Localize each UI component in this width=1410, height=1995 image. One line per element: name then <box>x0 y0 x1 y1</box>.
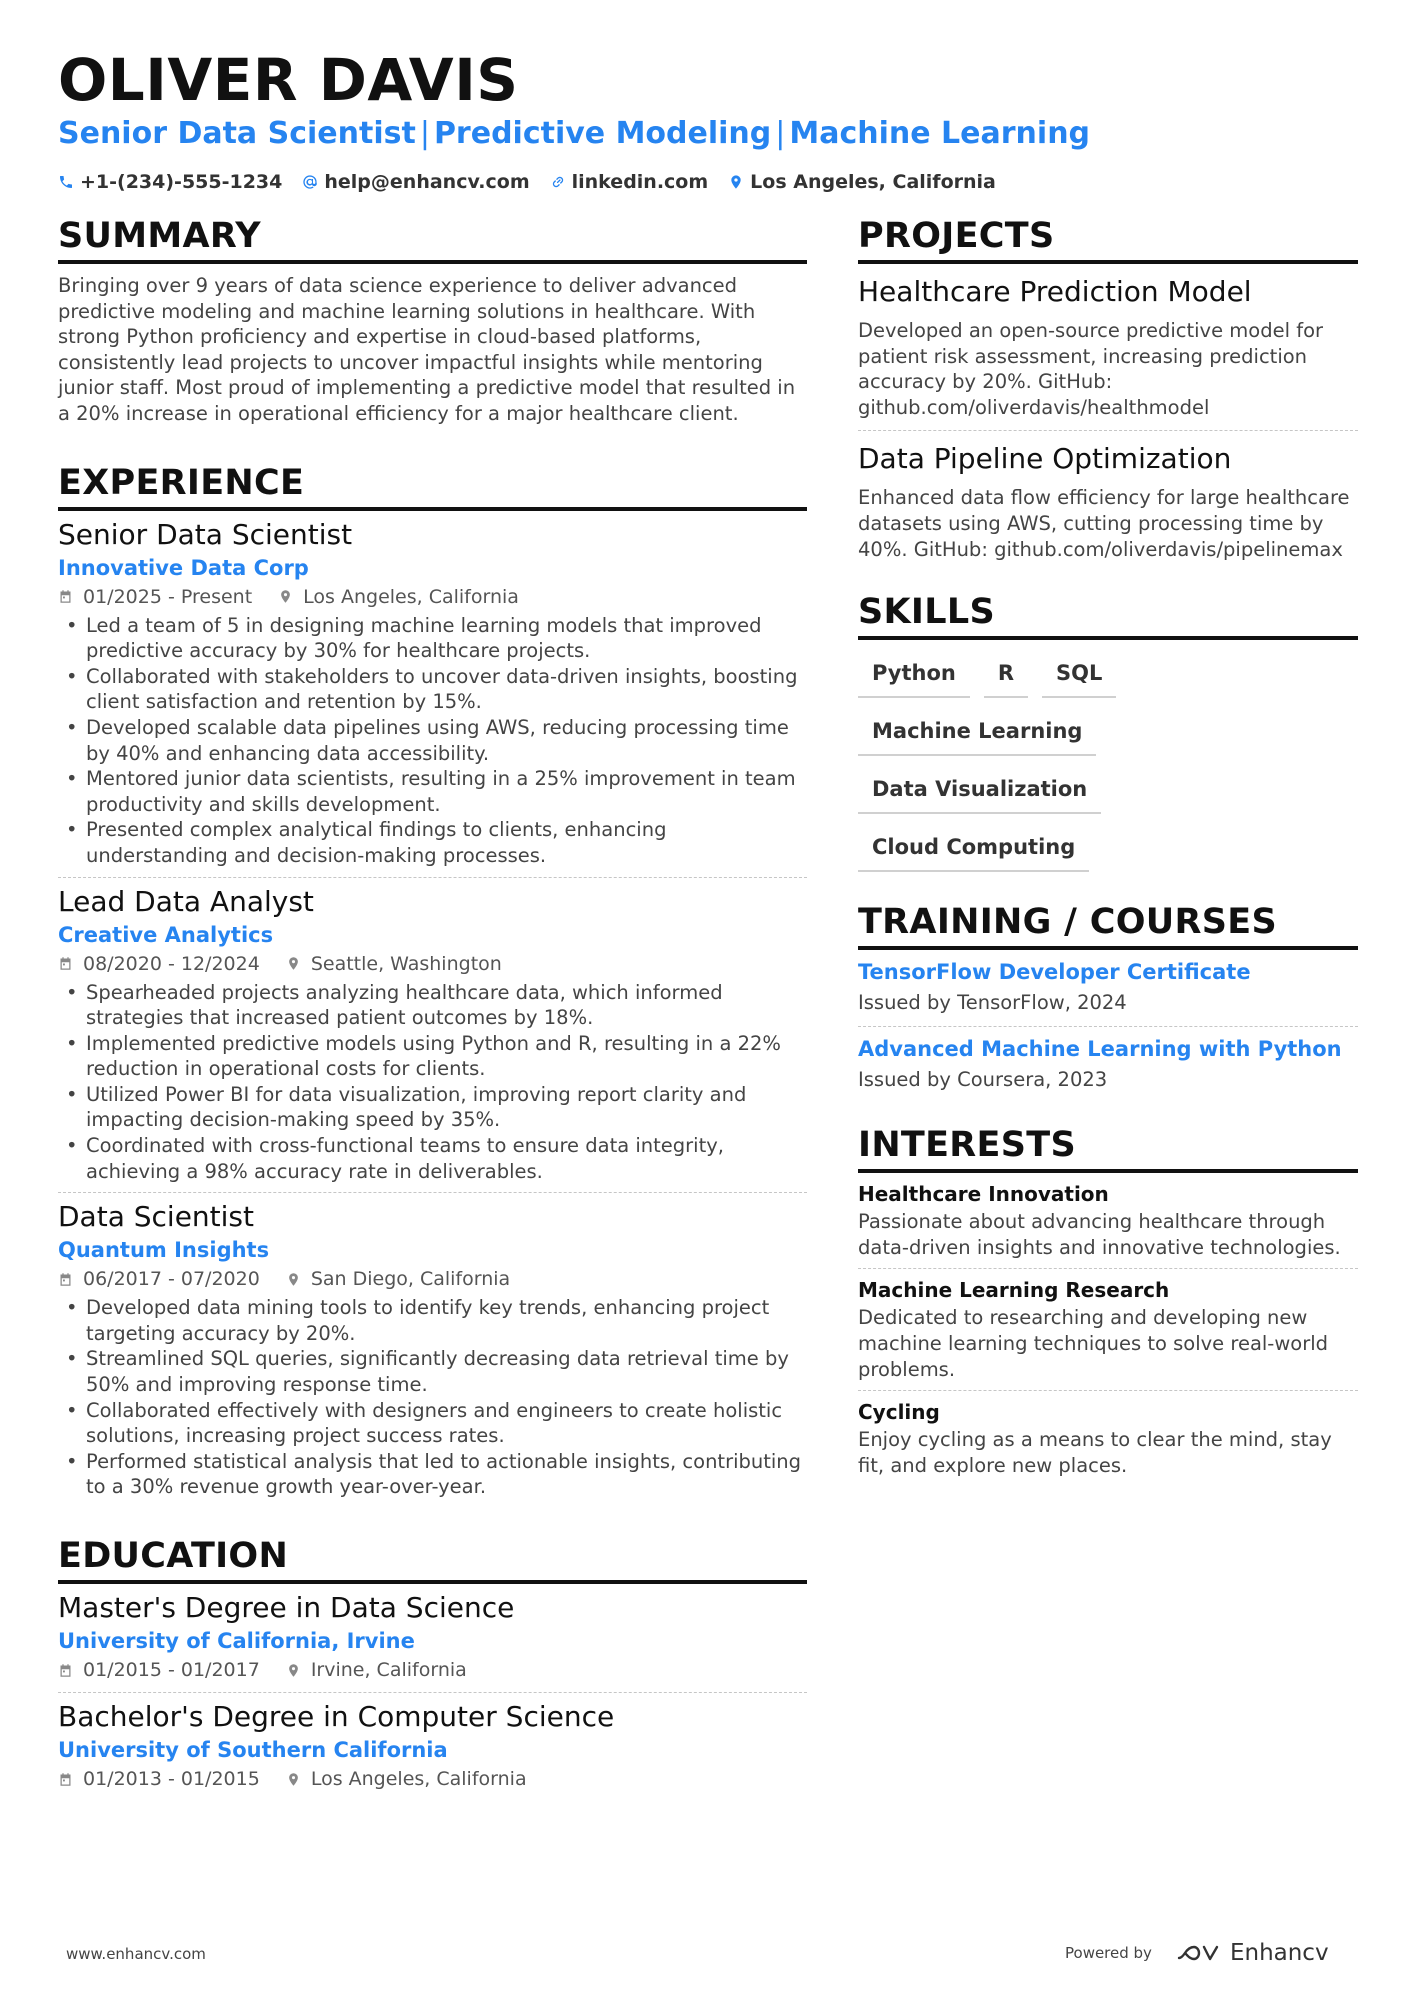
education-entry <box>58 1693 807 1801</box>
skill-tag: Python <box>858 648 970 698</box>
skill-tag: Cloud Computing <box>858 822 1089 872</box>
education-meta <box>58 1765 807 1793</box>
project-description: Enhanced data flow efficiency for large healthcare datasets using AWS, cutting processing time by 40%. GitHub: github.com/oliverdavis/pipelinemax <box>858 486 1350 561</box>
job-dates-text: 01/2025 - Present <box>83 585 253 608</box>
location-pin-icon <box>286 1272 301 1287</box>
location-pin-icon <box>728 174 744 190</box>
education-location-text: Irvine, California <box>310 1659 467 1681</box>
job-bullet: • Led a team of 5 in designing machine learning models that improved predictive accuracy by 30% for healthcare projects. <box>58 613 807 664</box>
projects-heading: PROJECTS <box>858 214 1358 264</box>
interest-title: Cycling <box>858 1400 940 1425</box>
calendar-icon <box>58 956 73 971</box>
job-location <box>286 950 502 978</box>
interest-description: Enjoy cycling as a means to clear the mind, stay fit, and explore new places. <box>858 1428 1332 1477</box>
course-title[interactable]: TensorFlow Developer Certificate <box>858 960 1251 985</box>
location-text: Los Angeles, California <box>750 171 996 193</box>
job-role: Lead Data Analyst <box>58 884 314 918</box>
skills-heading: SKILLS <box>858 590 1358 640</box>
location-pin-icon <box>286 1663 301 1678</box>
education-location <box>286 1765 527 1793</box>
footer-url[interactable]: www.enhancv.com <box>66 1945 206 1963</box>
at-icon <box>302 174 318 190</box>
contact-linkedin[interactable] <box>550 171 709 193</box>
job-dates <box>58 583 252 611</box>
experience-entry <box>58 1193 807 1508</box>
skill-tag: Data Visualization <box>858 764 1101 814</box>
location-pin-icon <box>286 956 301 971</box>
job-location <box>278 583 519 611</box>
interest-title: Machine Learning Research <box>858 1278 1170 1303</box>
interest-description: Passionate about advancing healthcare through data-driven insights and innovative technologies. <box>858 1210 1341 1259</box>
job-company[interactable]: Innovative Data Corp <box>58 555 309 580</box>
headline-separator: | <box>775 116 786 151</box>
link-icon <box>550 174 566 190</box>
project-title: Healthcare Prediction Model <box>858 275 1252 308</box>
training-heading: TRAINING / COURSES <box>858 900 1358 950</box>
linkedin-text: linkedin.com <box>571 171 709 193</box>
headline <box>58 114 1090 154</box>
degree-title: Bachelor's Degree in Computer Science <box>58 1700 615 1733</box>
job-location <box>286 1265 510 1293</box>
job-role: Data Scientist <box>58 1200 254 1234</box>
job-meta <box>58 950 807 978</box>
contact-bar <box>58 168 1016 196</box>
job-bullet: • Presented complex analytical findings to clients, enhancing understanding and decision-making processes. <box>58 817 807 868</box>
skills-list <box>858 648 1358 880</box>
location-pin-icon <box>286 1772 301 1787</box>
job-bullet: • Performed statistical analysis that led to actionable insights, contributing to a 30% revenue growth year-over-year. <box>58 1449 807 1500</box>
job-bullet: • Developed data mining tools to identify key trends, enhancing project targeting accuracy by 20%. <box>58 1295 807 1346</box>
job-dates-text: 06/2017 - 07/2020 <box>83 1268 260 1291</box>
course-issuer: Issued by TensorFlow, 2024 <box>858 991 1127 1015</box>
calendar-icon <box>58 1272 73 1287</box>
job-company[interactable]: Quantum Insights <box>58 1238 270 1263</box>
job-meta <box>58 583 807 611</box>
job-bullet: • Coordinated with cross-functional teams to ensure data integrity, achieving a 98% accuracy rate in deliverables. <box>58 1133 807 1184</box>
phone-text: +1-(234)-555-1234 <box>80 171 283 193</box>
education-meta <box>58 1656 807 1684</box>
skill-tag: Machine Learning <box>858 706 1096 756</box>
job-bullet: • Mentored junior data scientists, resulting in a 25% improvement in team productivity and skills development. <box>58 766 807 817</box>
project-description: Developed an open-source predictive model for patient risk assessment, increasing prediction accuracy by 20%. GitHub: github.com/oliverdavis/healthmodel <box>858 319 1324 419</box>
calendar-icon <box>58 1772 73 1787</box>
education-entry <box>58 1584 807 1693</box>
powered-by-text: Powered by <box>1065 1944 1152 1962</box>
email-text: help@enhancv.com <box>324 171 530 193</box>
job-bullet: • Utilized Power BI for data visualization, improving report clarity and impacting decision-making speed by 35%. <box>58 1082 807 1133</box>
education-heading: EDUCATION <box>58 1534 807 1584</box>
skill-tag: R <box>984 648 1028 698</box>
contact-location <box>728 171 996 193</box>
school-name[interactable]: University of California, Irvine <box>58 1629 415 1653</box>
experience-entry <box>58 878 807 1194</box>
education-dates <box>58 1656 260 1684</box>
interest-entry <box>858 1391 1358 1486</box>
job-role: Senior Data Scientist <box>58 517 353 551</box>
left-column <box>58 214 807 1801</box>
job-dates-text: 08/2020 - 12/2024 <box>83 952 260 975</box>
right-column <box>858 214 1358 1486</box>
job-bullet: • Streamlined SQL queries, significantly decreasing data retrieval time by 50% and improving response time. <box>58 1346 807 1397</box>
interest-entry <box>858 1173 1358 1269</box>
education-dates-text: 01/2015 - 01/2017 <box>83 1659 260 1681</box>
job-location-text: Seattle, Washington <box>310 952 502 975</box>
headline-part: Senior Data Scientist <box>58 116 416 151</box>
job-bullets <box>58 613 807 869</box>
job-dates <box>58 1265 260 1293</box>
job-bullet: • Spearheaded projects analyzing healthcare data, which informed strategies that increased patient outcomes by 18%. <box>58 980 807 1031</box>
job-location-text: Los Angeles, California <box>303 585 519 608</box>
location-pin-icon <box>278 589 293 604</box>
job-dates <box>58 950 260 978</box>
headline-part: Predictive Modeling <box>433 116 772 151</box>
course-entry <box>858 950 1358 1027</box>
job-bullets <box>58 980 807 1185</box>
school-name[interactable]: University of Southern California <box>58 1738 448 1762</box>
interests-heading: INTERESTS <box>858 1123 1358 1173</box>
job-bullet: • Developed scalable data pipelines using AWS, reducing processing time by 40% and enhancing data accessibility. <box>58 715 807 766</box>
enhancv-logo-icon <box>1176 1941 1222 1965</box>
job-bullet: • Collaborated effectively with designers and engineers to create holistic solutions, increasing project success rates. <box>58 1398 807 1449</box>
summary-heading: SUMMARY <box>58 214 807 264</box>
course-title[interactable]: Advanced Machine Learning with Python <box>858 1037 1342 1062</box>
education-dates <box>58 1765 260 1793</box>
education-location-text: Los Angeles, California <box>310 1768 527 1790</box>
project-entry <box>858 431 1358 570</box>
experience-heading: EXPERIENCE <box>58 461 807 511</box>
calendar-icon <box>58 1663 73 1678</box>
experience-entry <box>58 511 807 878</box>
job-bullet: • Collaborated with stakeholders to uncover data-driven insights, boosting client satisfaction and retention by 15%. <box>58 664 807 715</box>
interest-description: Dedicated to researching and developing new machine learning techniques to solve real-world problems. <box>858 1306 1329 1381</box>
interest-title: Healthcare Innovation <box>858 1182 1109 1207</box>
course-issuer: Issued by Coursera, 2023 <box>858 1068 1108 1092</box>
job-company[interactable]: Creative Analytics <box>58 922 274 947</box>
degree-title: Master's Degree in Data Science <box>58 1591 515 1624</box>
job-bullet: • Implemented predictive models using Python and R, resulting in a 22% reduction in operational costs for clients. <box>58 1031 807 1082</box>
education-location <box>286 1656 467 1684</box>
job-meta <box>58 1265 807 1293</box>
headline-separator: | <box>419 116 430 151</box>
project-entry <box>858 264 1358 431</box>
brand-logo[interactable] <box>1176 1940 1329 1966</box>
contact-phone[interactable] <box>58 171 282 193</box>
project-title: Data Pipeline Optimization <box>858 442 1232 476</box>
phone-icon <box>58 174 74 190</box>
brand-name: Enhancv <box>1229 1940 1329 1966</box>
course-entry <box>858 1027 1358 1103</box>
powered-by <box>1065 1940 1329 1966</box>
contact-email[interactable] <box>302 171 529 193</box>
interest-entry <box>858 1269 1358 1391</box>
education-dates-text: 01/2013 - 01/2015 <box>83 1768 260 1790</box>
candidate-name: OLIVER DAVIS <box>58 46 519 114</box>
calendar-icon <box>58 589 73 604</box>
summary-text: Bringing over 9 years of data science experience to deliver advanced predictive modeling and machine learning solutions in healthcare. With strong Python proficiency and expertise in cloud-based platforms, consistently lead projects to uncover impactful insights while mentoring junior staff. Most proud of implementing a predictive model that resulted in a 20% increase in operational efficiency for a major healthcare client. <box>58 274 796 425</box>
headline-part: Machine Learning <box>789 116 1091 151</box>
job-location-text: San Diego, California <box>310 1268 511 1291</box>
skill-tag: SQL <box>1042 648 1116 698</box>
job-bullets <box>58 1295 807 1500</box>
